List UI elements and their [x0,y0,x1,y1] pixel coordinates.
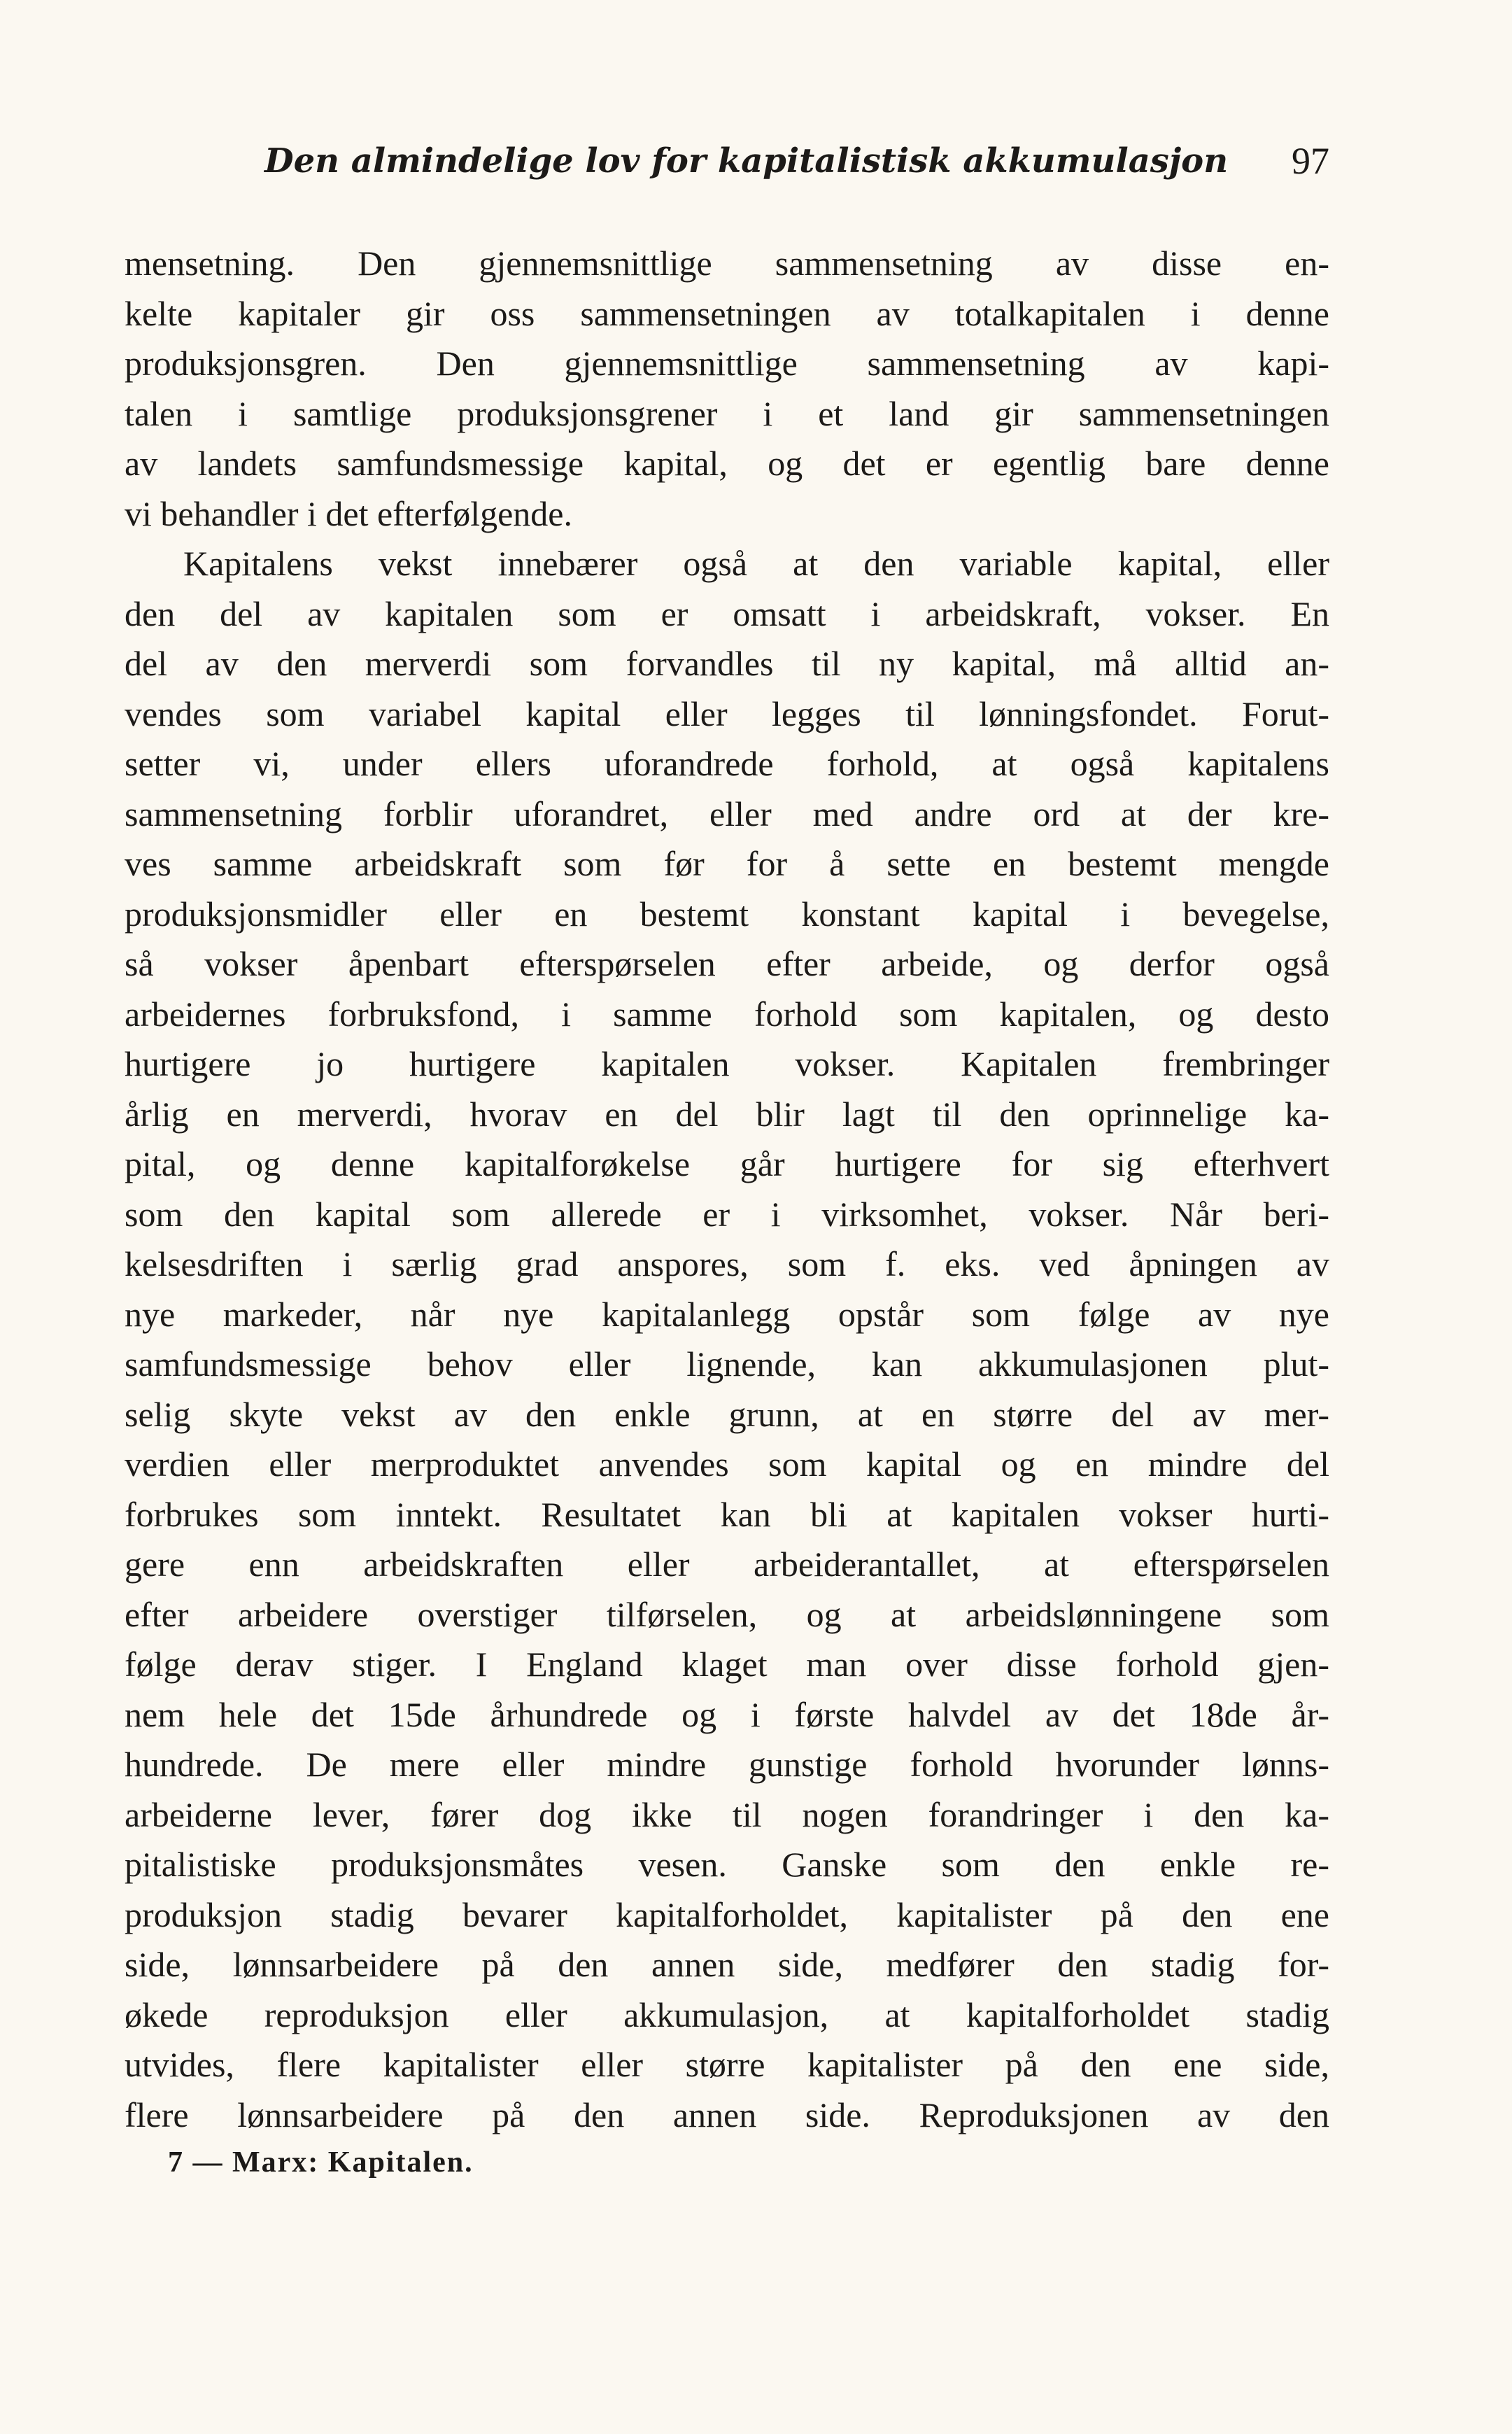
text-line: vi behandler i det efterfølgende. [125,493,572,533]
text-line: utvides, flere kapitalister eller større kapitalister på den ene side, [125,2045,1329,2084]
text-line: økede reproduksjon eller akkumulasjon, at kapitalforholdet stadig [125,1995,1329,2034]
text-line: kelsesdriften i særlig grad anspores, som f. eks. ved åpningen av [125,1244,1329,1283]
text-line: ves samme arbeidskraft som før for å sette en bestemt mengde [125,844,1329,883]
page-header [125,133,1329,189]
body-text [125,239,1329,2140]
text-line: samfundsmessige behov eller lignende, kan akkumulasjonen plut- [125,1344,1329,1384]
text-line: nem hele det 15de århundrede og i første halvdel av det 18de år- [125,1694,1329,1734]
text-line: efter arbeidere overstiger tilførselen, og at arbeidslønningene som [125,1594,1329,1634]
text-line: produksjonsgren. Den gjennemsnittlige sammensetning av kapi- [125,344,1329,383]
text-line: side, lønnsarbeidere på den annen side, medfører den stadig for- [125,1945,1329,1984]
text-line: setter vi, under ellers uforandrede forhold, at også kapitalens [125,744,1329,783]
text-line: sammensetning forblir uforandret, eller med andre ord at der kre- [125,794,1329,833]
text-line: produksjonsmidler eller en bestemt konstant kapital i bevegelse, [125,894,1329,934]
paragraph [125,539,1329,2140]
text-line: verdien eller merproduktet anvendes som kapital og en mindre del [125,1444,1329,1484]
signature-mark: 7 — Marx: Kapitalen. [168,2146,474,2179]
running-title: Den almindelige lov for kapitalistisk akkumulasjon [264,141,1229,181]
text-line: selig skyte vekst av den enkle grunn, at en større del av mer- [125,1394,1329,1434]
text-line: hundrede. De mere eller mindre gunstige forhold hvorunder lønns- [125,1745,1329,1784]
text-line: arbeidernes forbruksfond, i samme forhold som kapitalen, og desto [125,994,1329,1034]
text-line: mensetning. Den gjennemsnittlige sammensetning av disse en- [125,244,1329,283]
paragraph [125,239,1329,539]
text-line: hurtigere jo hurtigere kapitalen vokser. Kapitalen frembringer [125,1044,1329,1083]
text-line: flere lønnsarbeidere på den annen side. Reproduksjonen av den [125,2095,1329,2134]
text-line: del av den merverdi som forvandles til ny kapital, må alltid an- [125,644,1329,683]
text-line: årlig en merverdi, hvorav en del blir lagt til den oprinnelige ka- [125,1094,1329,1134]
text-line: som den kapital som allerede er i virksomhet, vokser. Når beri- [125,1194,1329,1234]
text-line: produksjon stadig bevarer kapitalforholdet, kapitalister på den ene [125,1894,1329,1934]
text-line: arbeiderne lever, fører dog ikke til nogen forandringer i den ka- [125,1794,1329,1834]
text-line: nye markeder, når nye kapitalanlegg opstår som følge av nye [125,1294,1329,1334]
text-line: pital, og denne kapitalforøkelse går hurtigere for sig efterhvert [125,1144,1329,1183]
text-line: forbrukes som inntekt. Resultatet kan bli at kapitalen vokser hurti- [125,1494,1329,1534]
text-line: den del av kapitalen som er omsatt i arbeidskraft, vokser. En [125,593,1329,633]
text-line: pitalistiske produksjonsmåtes vesen. Ganske som den enkle re- [125,1845,1329,1884]
text-line: av landets samfundsmessige kapital, og det er egentlig bare denne [125,444,1329,483]
text-line: talen i samtlige produksjonsgrener i et land gir sammensetningen [125,393,1329,433]
text-line: vendes som variabel kapital eller legges til lønningsfondet. Forut- [125,694,1329,733]
text-line: Kapitalens vekst innebærer også at den variable kapital, eller [183,544,1329,583]
text-line: kelte kapitaler gir oss sammensetningen av totalkapitalen i denne [125,293,1329,333]
text-line: gere enn arbeidskraften eller arbeiderantallet, at efterspørselen [125,1545,1329,1584]
page-number: 97 [1292,140,1329,182]
text-line: følge derav stiger. I England klaget man over disse forhold gjen- [125,1645,1329,1684]
text-line: så vokser åpenbart efterspørselen efter arbeide, og derfor også [125,944,1329,983]
